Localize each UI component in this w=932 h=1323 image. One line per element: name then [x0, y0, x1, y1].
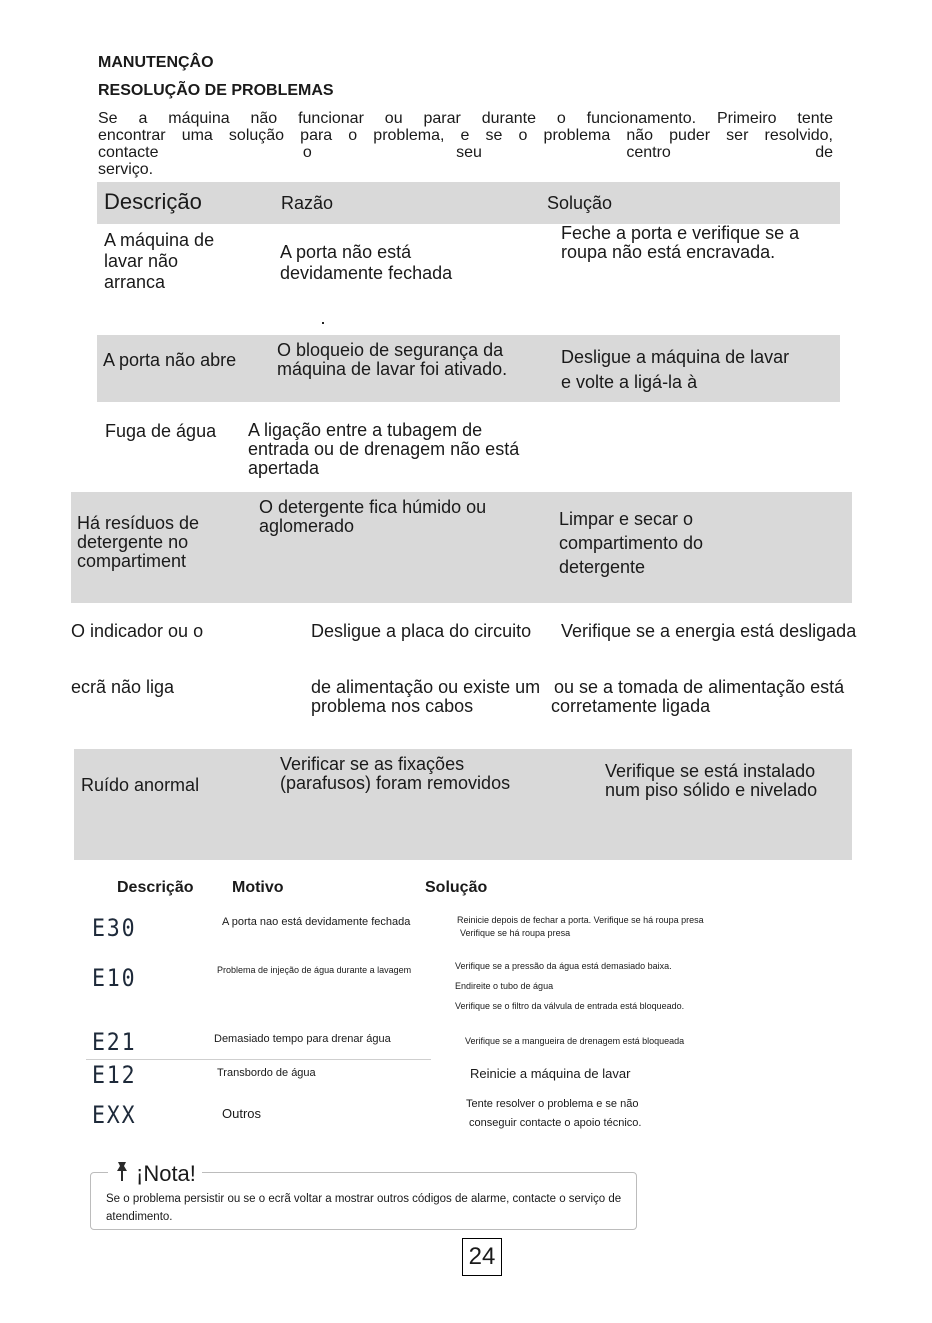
error-solution: Verifique se há roupa presa	[460, 928, 571, 938]
error-solution: Verifique se a mangueira de drenagem está bloqueada	[465, 1036, 685, 1046]
intro-line: contacte o seu centro de	[98, 144, 833, 161]
row-description: Há resíduos de detergente no compartiment	[77, 513, 200, 571]
section-title: MANUTENÇÂO	[98, 54, 214, 71]
row-description-text: A porta não abre	[103, 350, 237, 370]
intro-line: encontrar uma solução para o problema, e se o problema não puder ser resolvido,	[98, 127, 833, 144]
error-reason: Demasiado tempo para drenar água	[214, 1033, 391, 1045]
section-subtitle: RESOLUÇÃO DE PROBLEMAS	[98, 82, 334, 99]
row-reason: Desligue a placa do circuito	[311, 621, 532, 641]
row-reason: Verificar se as fixações (parafusos) foram removidos	[280, 754, 511, 793]
row-solution: Verifique se a energia está desligada	[561, 621, 857, 641]
error-solution: Reinicie a máquina de lavar	[470, 1066, 631, 1081]
error-code: EXX	[92, 1101, 137, 1129]
error-solution: conseguir contacte o apoio técnico.	[469, 1117, 642, 1129]
row-reason: A porta não está devidamente fechada	[280, 242, 453, 283]
error-solution: Reinicie depois de fechar a porta. Verifique se há roupa presa	[457, 915, 704, 925]
stray-dot	[322, 322, 324, 324]
row-description: Ruído anormal	[81, 775, 200, 795]
row-solution: Verifique se está instalado num piso sólido e nivelado	[605, 761, 818, 800]
intro-paragraph	[98, 110, 833, 178]
error-code: E30	[92, 914, 137, 942]
error-header-descricao: Descrição	[117, 879, 194, 896]
row-reason: A ligação entre a tubagem de entrada ou de drenagem não está apertada	[248, 420, 520, 478]
note-title-text: ¡Nota!	[136, 1161, 196, 1186]
error-solution: Endireite o tubo de água	[455, 981, 554, 991]
row-description: O indicador ou o	[71, 621, 204, 641]
error-header-solucao: Solução	[425, 879, 488, 896]
error-reason: Problema de injeção de água durante a lavagem	[217, 965, 412, 975]
row-separator	[86, 1059, 431, 1060]
intro-line: Se a máquina não funcionar ou parar durante o funcionamento. Primeiro tente	[98, 110, 833, 127]
row-solution: Feche a porta e verifique se a roupa não está encravada.	[561, 223, 800, 262]
row-description: A máquina de lavar não arranca	[104, 230, 215, 292]
error-code: E12	[92, 1061, 137, 1089]
error-solution: Tente resolver o problema e se não	[466, 1098, 639, 1110]
row-description	[103, 348, 253, 372]
column-header-razao: Razão	[281, 193, 334, 213]
error-solution: Verifique se o filtro da válvula de entrada está bloqueado.	[455, 1001, 685, 1011]
row-reason: de alimentação ou existe um problema nos cabos	[311, 677, 541, 716]
column-header-descricao: Descrição	[104, 189, 202, 214]
error-code: E10	[92, 964, 137, 992]
row-solution: Desligue a máquina de lavar e volte a ligá-la à	[561, 347, 790, 392]
note-text: Se o problema persistir ou se o ecrã voltar a mostrar outros códigos de alarme, contacte o serviço de atendimento.	[106, 1193, 622, 1223]
error-header-motivo: Motivo	[232, 879, 284, 896]
table-header	[97, 182, 840, 224]
row-solution: ou se a tomada de alimentação está corretamente ligada	[551, 677, 845, 716]
error-reason: Outros	[222, 1106, 262, 1121]
error-reason: A porta nao está devidamente fechada	[222, 916, 411, 928]
row-description: ecrã não liga	[71, 677, 175, 697]
error-code: E21	[92, 1028, 137, 1056]
row-reason: O bloqueio de segurança da máquina de lavar foi ativado.	[277, 340, 508, 379]
intro-line: serviço.	[98, 161, 154, 178]
pushpin-icon	[114, 1160, 130, 1188]
row-description: Fuga de água	[105, 421, 217, 441]
column-header-solucao: Solução	[547, 193, 613, 213]
note-title	[108, 1160, 202, 1188]
error-reason: Transbordo de água	[217, 1067, 316, 1079]
page-number: 24	[462, 1238, 502, 1276]
row-solution: Limpar e secar o compartimento do detergente	[559, 509, 704, 577]
row-reason: O detergente fica húmido ou aglomerado	[259, 497, 487, 536]
error-solution: Verifique se a pressão da água está demasiado baixa.	[455, 961, 672, 971]
